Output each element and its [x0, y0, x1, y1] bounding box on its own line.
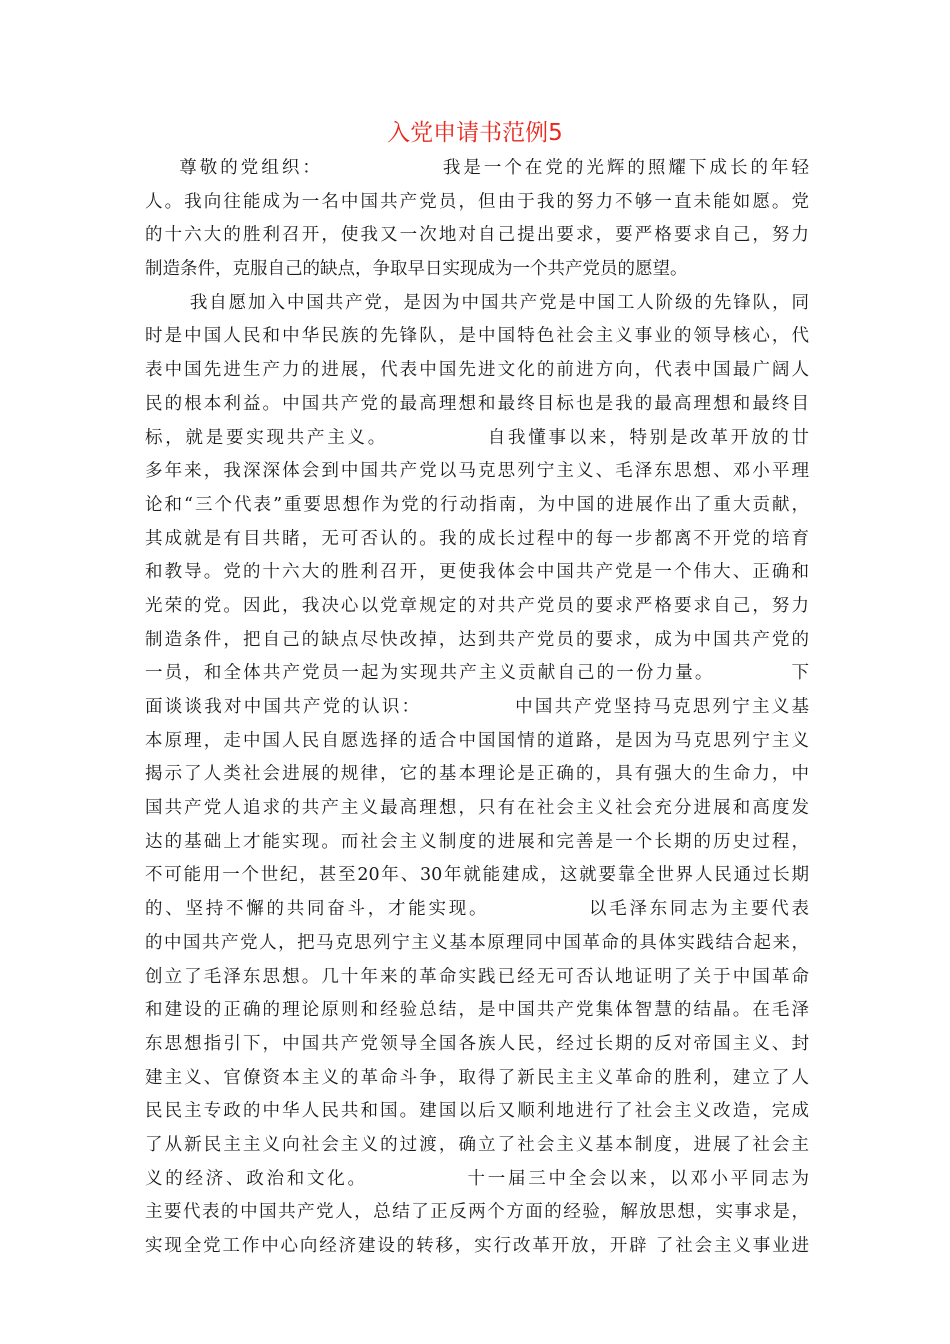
text-line: 了从新民主主义向社会主义的过渡，确立了社会主义基本制度，进展了社会主 [145, 1134, 809, 1155]
text-line: 建主义、官僚资本主义的革命斗争，取得了新民主主义革命的胜利，建立了人 [145, 1067, 809, 1088]
text-line: 本原理，走中国人民自愿选择的适合中国国情的道路，是因为马克思列宁主义 [145, 730, 809, 751]
text-line: 达的基础上才能实现。而社会主义制度的进展和完善是一个长期的历史过程， [145, 831, 809, 852]
text-line: 不可能用一个世纪，甚至20年、30年就能建成，这就要靠全世界人民通过长期 [145, 865, 809, 886]
text-line: 我自愿加入中国共产党，是因为中国共产党是中国工人阶级的先锋队，同 [145, 292, 809, 313]
text-line: 东思想指引下，中国共产党领导全国各族人民，经过长期的反对帝国主义、封 [145, 1033, 809, 1054]
document-body [145, 152, 809, 1264]
text-line: 民民主专政的中华人民共和国。建国以后又顺利地进行了社会主义改造，完成 [145, 1101, 809, 1122]
text-line: 实现全党工作中心向经济建设的转移，实行改革开放，开辟 了社会主义事业进 [145, 1236, 809, 1256]
text-line: 标，就是要实现共产主义。 自我懂事以来，特别是改革开放的廿 [145, 427, 809, 448]
text-line: 国共产党人追求的共产主义最高理想，只有在社会主义社会充分进展和高度发 [145, 798, 809, 819]
text-line: 制造条件，把自己的缺点尽快改掉，达到共产党员的要求，成为中国共产党的 [145, 629, 809, 650]
text-line: 一员，和全体共产党员一起为实现共产主义贡献自己的一份力量。 下 [145, 663, 809, 684]
text-line: 和建设的正确的理论原则和经验总结，是中国共产党集体智慧的结晶。在毛泽 [145, 1000, 809, 1021]
text-line: 的十六大的胜利召开，使我又一次地对自己提出要求，要严格要求自己，努力 [145, 225, 809, 246]
text-line: 民的根本利益。中国共产党的最高理想和最终目标也是我的最高理想和最终目 [145, 393, 809, 414]
text-line: 义的经济、政治和文化。 十一届三中全会以来，以邓小平同志为 [145, 1168, 809, 1189]
text-line: 尊敬的党组织： 我是一个在党的光辉的照耀下成长的年轻 [145, 158, 809, 178]
text-line: 光荣的党。因此，我决心以党章规定的对共产党员的要求严格要求自己，努力 [145, 595, 809, 616]
text-line: 论和“三个代表”重要思想作为党的行动指南，为中国的进展作出了重大贡献， [145, 494, 809, 515]
text-line: 的、坚持不懈的共同奋斗，才能实现。 以毛泽东同志为主要代表 [145, 899, 809, 920]
text-line: 揭示了人类社会进展的规律，它的基本理论是正确的，具有强大的生命力，中 [145, 764, 809, 785]
text-line: 时是中国人民和中华民族的先锋队，是中国特色社会主义事业的领导核心，代 [145, 326, 809, 347]
text-line: 创立了毛泽东思想。几十年来的革命实践已经无可否认地证明了关于中国革命 [145, 966, 809, 987]
text-line: 和教导。党的十六大的胜利召开，更使我体会中国共产党是一个伟大、正确和 [145, 562, 809, 583]
text-line: 制造条件，克服自己的缺点，争取早日实现成为一个共产党员的愿望。 [145, 259, 688, 280]
document-title: 入党申请书范例5 [387, 120, 563, 146]
text-line: 多年来，我深深体会到中国共产党以马克思列宁主义、毛泽东思想、邓小平理 [145, 461, 809, 482]
text-line: 的中国共产党人，把马克思列宁主义基本原理同中国革命的具体实践结合起来， [145, 932, 809, 953]
text-line: 人。我向往能成为一名中国共产党员，但由于我的努力不够一直未能如愿。党 [145, 191, 809, 212]
text-line: 面谈谈我对中国共产党的认识： 中国共产党坚持马克思列宁主义基 [145, 697, 809, 717]
text-line: 主要代表的中国共产党人，总结了正反两个方面的经验，解放思想，实事求是， [145, 1202, 809, 1223]
text-line: 其成就是有目共睹，无可否认的。我的成长过程中的每一步都离不开党的培育 [145, 528, 809, 549]
text-line: 表中国先进生产力的进展，代表中国先进文化的前进方向，代表中国最广阔人 [145, 360, 809, 381]
